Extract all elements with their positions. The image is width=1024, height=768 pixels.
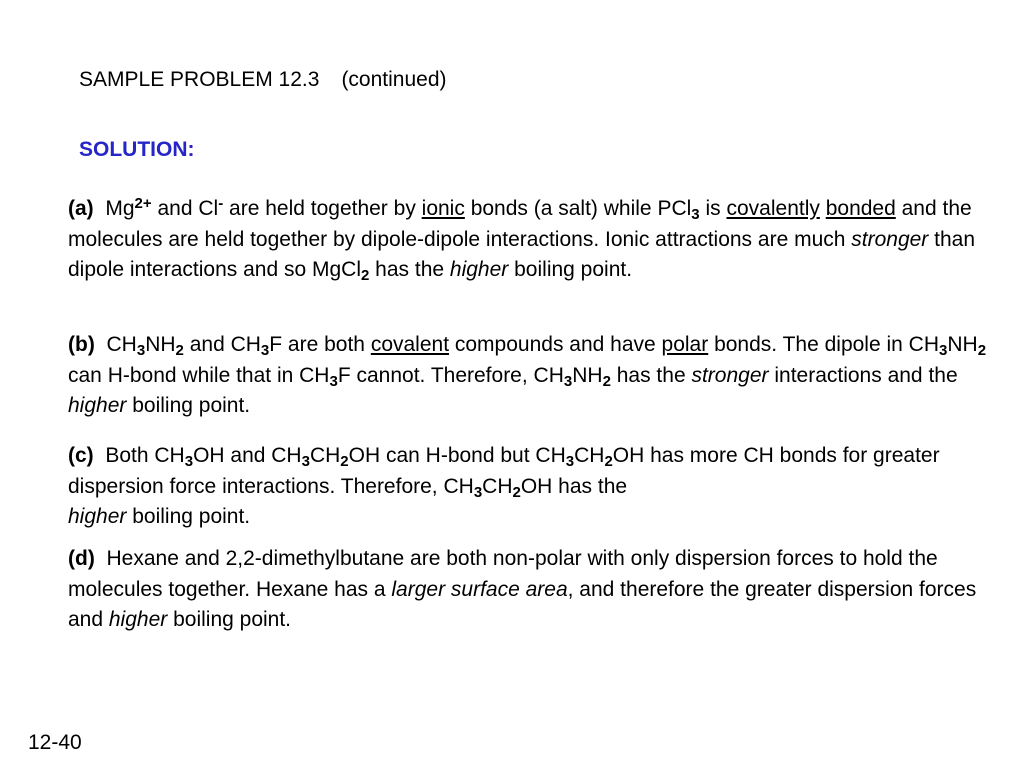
part-a-label: (a): [68, 197, 94, 220]
part-a-paragraph: (a) $Mg^{2+}$ and Cl- are held together by ionic bonds (a salt) while PCl$_3$ is covalently bonded and the molecules are held together by dipole-dipole interactions. Ionic attractions are much stronger than dipole interactions and so MgCl$_2$ has the higher boiling point.: [68, 195, 976, 284]
part-c-label: (c): [68, 444, 94, 467]
part-d-paragraph: (d) Hexane and 2,2-dimethylbutane are both non-polar with only dispersion forces to hold the molecules together. Hexane has a larger surface area, and therefore the greater dispersion forces and higher boiling point.: [68, 547, 977, 631]
slide-title: [79, 68, 447, 92]
title-text: SAMPLE PROBLEM 12.3: [79, 68, 320, 91]
continued-label: (continued): [341, 68, 447, 91]
page-number: 12-40: [28, 731, 82, 754]
solution-heading: SOLUTION:: [79, 138, 195, 161]
part-c-paragraph: (c) Both $CH_3OH$ and $CH_3CH_2OH$ can H-bond but $CH_3CH_2OH$ has more CH bonds for greater dispersion force interactions. Therefore, $CH_3CH_2OH$ has the higher boiling point.: [68, 444, 940, 528]
part-b-paragraph: (b) $CH_3NH_2$ and $CH_3F$ are both covalent compounds and have polar bonds. The dipole in $CH_3NH_2$ can H-bond while that in $CH_3F$ cannot. Therefore, $CH_3NH_2$ has the stronger interactions and the higher boiling point.: [68, 333, 987, 417]
part-b-label: (b): [68, 333, 95, 356]
part-d-label: (d): [68, 547, 95, 570]
